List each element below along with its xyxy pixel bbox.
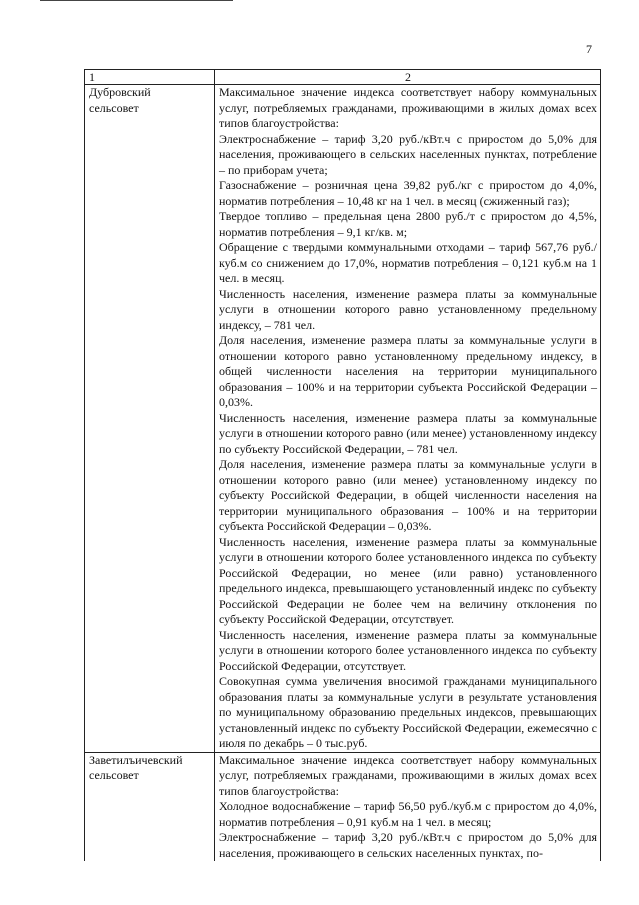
paragraph: Численность населения, изменение размера платы за коммунальные услуги в отношении которого равно (или менее) установленному индексу по субъекту Российской Федерации, – 781 чел. [219,410,597,456]
municipality-name [85,85,215,753]
paragraph: Обращение с твердыми коммунальными отходами – тариф 567,76 руб./куб.м со снижением до 17,0%, норматив потребления – 0,121 куб.м на 1 чел. в месяц. [219,240,597,285]
paragraph: Совокупная сумма увеличения вносимой гражданами муниципального образования платы за коммунальные услуги в результате установления по муниципальному образованию предельных индексов, превышающих установленный индекс по субъекту Российской Федерации, ежемесячно с июля по декабрь – 0 тыс.руб. [219,674,597,750]
paragraph: Газоснабжение – розничная цена 39,82 руб./кг с приростом до 4,0%, норматив потребления – 10,48 кг на 1 чел. в месяц (сжиженный газ); [219,178,597,208]
data-table [84,69,601,861]
paragraph: Максимальное значение индекса соответствует набору коммунальных услуг, потребляемых гражданами, проживающими в жилых домах всех типов благоустройства: [219,85,597,130]
paragraph: Холодное водоснабжение – тариф 56,50 руб./куб.м с приростом до 4,0%, норматив потребления – 0,91 куб.м на 1 чел. в месяц; [219,799,597,829]
table-row [85,85,601,753]
municipality-name-line: Заветилъичевский [89,752,183,767]
municipality-name-line: Дубровский [89,85,151,99]
paragraph: Численность населения, изменение размера платы за коммунальные услуги в отношении которого более установленного индекса по субъекту Российской Федерации, отсутствует. [219,627,597,673]
paragraph: Электроснабжение – тариф 3,20 руб./кВт.ч с приростом до 5,0% для населения, проживающего в сельских населенных пунктах, потребление – по приборам учета; [219,131,597,177]
paragraph: Электроснабжение – тариф 3,20 руб./кВт.ч с приростом до 5,0% для населения, проживающего в сельских населенных пунктах, по- [219,830,597,860]
paragraph: Численность населения, изменение размера платы за коммунальные услуги в отношении которого более установленного индекса по субъекту Российской Федерации, но менее (или равно) установленного предельного индекса, превышающего установленный индекс по субъекту Российской Федерации не более чем на величину отклонения по субъекту Российской Федерации, отсутствует. [219,534,597,626]
municipality-description [215,752,601,861]
municipality-name [85,752,215,861]
top-rule [40,0,233,2]
header-col-1: 1 [85,70,215,85]
paragraph: Твердое топливо – предельная цена 2800 руб./т с приростом до 4,5%, норматив потребления – 9,1 кг/кв. м; [219,209,597,239]
municipality-description [215,85,601,753]
municipality-name-line: сельсовет [89,768,139,782]
paragraph: Доля населения, изменение размера платы за коммунальные услуги в отношении которого равно установленному предельному индексу, в общей численности населения на территории муниципального образования – 100% и на территории субъекта Российской Федерации – 0,03%. [219,333,597,409]
page-number: 7 [586,42,592,56]
paragraph: Доля населения, изменение размера платы за коммунальные услуги в отношении которого равно (или менее) установленному индексу по субъекту Российской Федерации, в общей численности населения на территории муниципального образования – 100% и на территории субъекта Российской Федерации – 0,03%. [219,457,597,533]
paragraph: Максимальное значение индекса соответствует набору коммунальных услуг, потребляемых гражданами, проживающими в жилых домах всех типов благоустройства: [219,752,597,798]
paragraph: Численность населения, изменение размера платы за коммунальные услуги в отношении которого равно установленному предельному индексу, – 781 чел. [219,286,597,332]
table-row [85,752,601,861]
table-header-row [85,70,601,85]
header-col-2: 2 [215,70,601,85]
municipality-name-line: сельсовет [89,100,139,115]
